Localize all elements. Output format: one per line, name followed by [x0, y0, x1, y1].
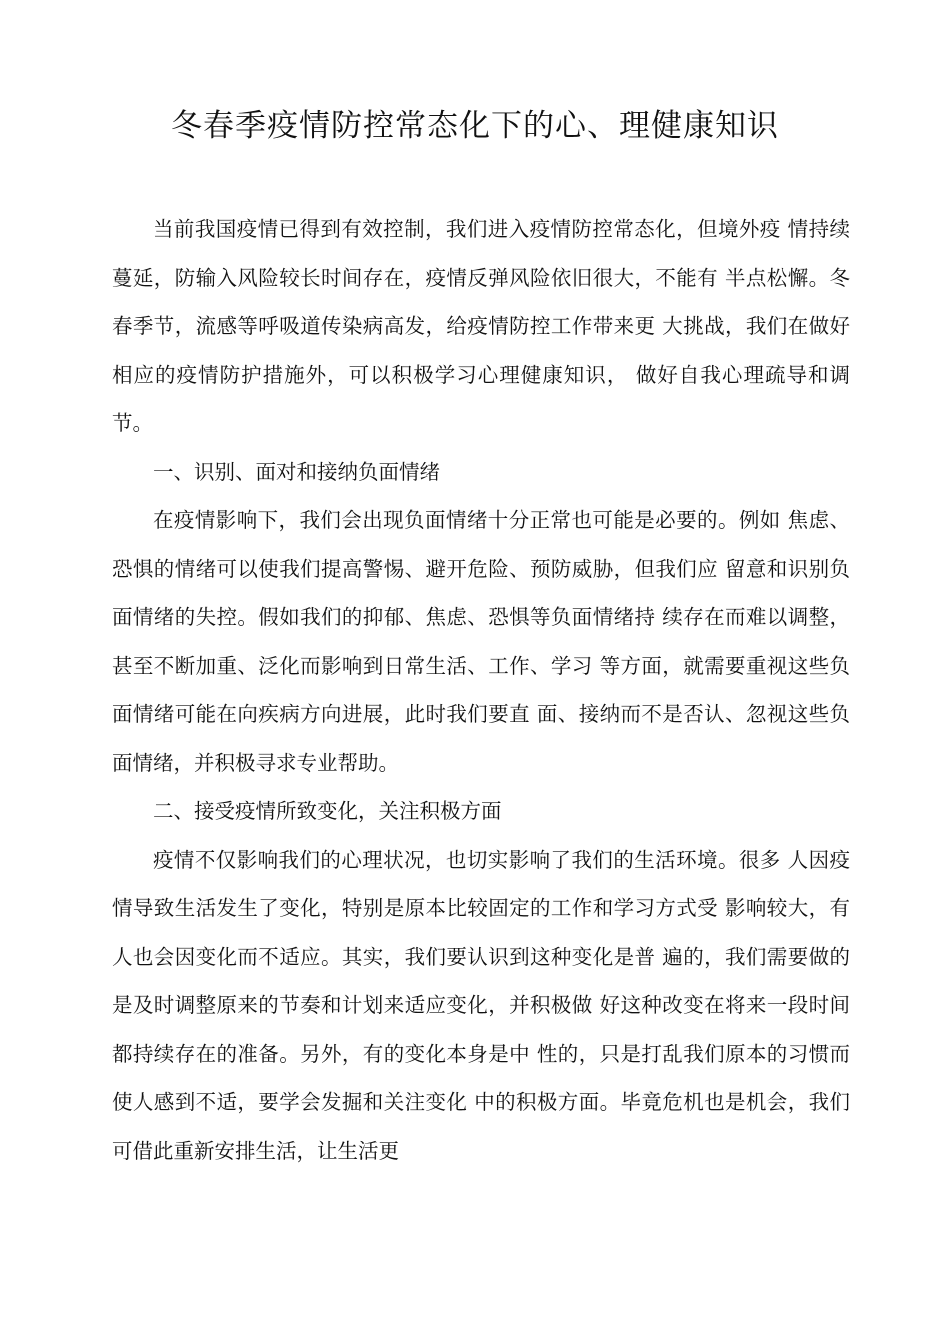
section-heading-1: 一、识别、面对和接纳负面情绪 [153, 459, 440, 484]
section-heading-2: 二、接受疫情所致变化，关注积极方面 [153, 799, 502, 823]
section-paragraph-1: 在疫情影响下，我们会出现负面情绪十分正常也可能是必要的。例如 焦虑、恐惧的情绪可以使我们提高警惕、避开危险、预防威胁，但我们应 留意和识别负面情绪的失控。假如我们的抑郁、焦虑、恐惧等负面情绪持 续存在而难以调整，甚至不断加重、泛化而影响到日常生活、工作、学习 等方面，就需要重视这些负面情绪可能在向疾病方向进展，此时我们要直 面、接纳而不是否认、忽视这些负面情绪，并积极寻求专业帮助。 [112, 508, 850, 775]
document-title: 冬春季疫情防控常态化下的心、理健康知识 [171, 108, 779, 144]
intro-paragraph: 当前我国疫情已得到有效控制，我们进入疫情防控常态化，但境外疫 情持续蔓延，防输入风险较长时间存在，疫情反弹风险依旧很大，不能有 半点松懈。冬春季节，流感等呼吸道传染病高发，给疫情防控工作带来更 大挑战，我们在做好相应的疫情防护措施外，可以积极学习心理健康知识， 做好自我心理疏导和调节。 [112, 217, 850, 435]
section-paragraph-2: 疫情不仅影响我们的心理状况，也切实影响了我们的生活环境。很多 人因疫情导致生活发生了变化，特别是原本比较固定的工作和学习方式受 影响较大，有人也会因变化而不适应。其实，我们要认识到这种变化是普 遍的，我们需要做的是及时调整原来的节奏和计划来适应变化，并积极做 好这种改变在将来一段时间都持续存在的准备。另外，有的变化本身是中 性的，只是打乱我们原本的习惯而使人感到不适，要学会发掘和关注变化 中的积极方面。毕竟危机也是机会，我们可借此重新安排生活，让生活更 [112, 847, 850, 1163]
document-body [112, 205, 850, 1175]
